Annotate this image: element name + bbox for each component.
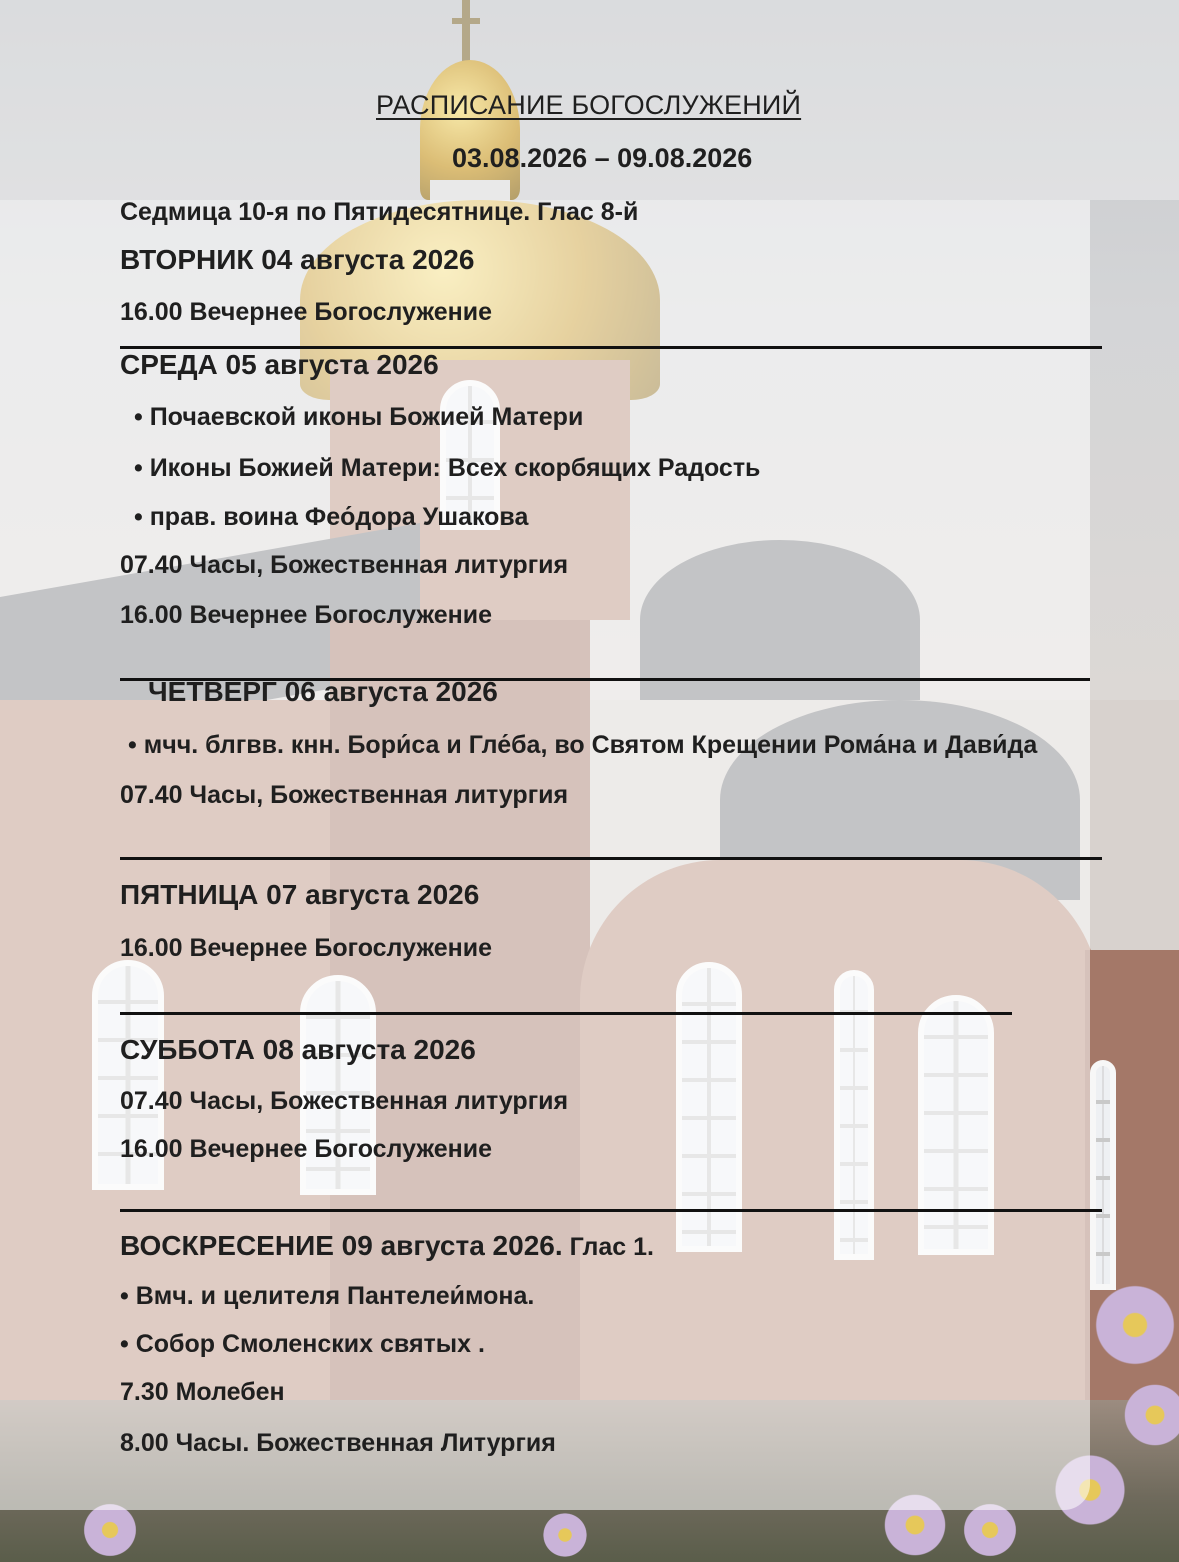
day-heading-sunday-date: ВОСКРЕСЕНИЕ 09 августа 2026. (120, 1230, 563, 1261)
day-heading-thursday: ЧЕТВЕРГ 06 августа 2026 (148, 676, 498, 707)
service-item: 07.40 Часы, Божественная литургия (120, 551, 569, 579)
service-item: 16.00 Вечернее Богослужение (120, 934, 492, 962)
feast-item: • прав. воина Фео́дора Ушакова (134, 503, 529, 531)
divider-line (120, 1209, 1102, 1212)
service-item: 8.00 Часы. Божественная Литургия (120, 1429, 556, 1457)
week-note: Седмица 10-я по Пятидесятнице. Глас 8-й (120, 198, 639, 226)
divider-line (120, 1012, 1012, 1015)
feast-item: • Вмч. и целителя Пантелеи́мона. (120, 1282, 535, 1310)
service-item: 16.00 Вечернее Богослужение (120, 601, 492, 629)
feast-item: • Собор Смоленских святых . (120, 1330, 485, 1358)
divider-line (120, 857, 1102, 860)
service-item: 16.00 Вечернее Богослужение (120, 298, 492, 326)
service-item: 7.30 Молебен (120, 1378, 285, 1406)
day-heading-wednesday: СРЕДА 05 августа 2026 (120, 349, 439, 380)
page-title: РАСПИСАНИЕ БОГОСЛУЖЕНИЙ (376, 90, 802, 120)
service-item: 07.40 Часы, Божественная литургия (120, 1087, 569, 1115)
day-heading-tuesday: ВТОРНИК 04 августа 2026 (120, 244, 475, 275)
service-item: 16.00 Вечернее Богослужение (120, 1135, 492, 1163)
tone-note: Глас 1. (562, 1233, 654, 1261)
feast-item: • Иконы Божией Матери: Всех скорбящих Радость (134, 454, 761, 482)
feast-item: • Почаевской иконы Божией Матери (134, 403, 584, 431)
feast-item: • мчч. блгвв. кнн. Бори́са и Гле́ба, во Святом Крещении Рома́на и Дави́да (128, 731, 1038, 759)
service-item: 07.40 Часы, Божественная литургия (120, 781, 569, 809)
day-heading-friday: ПЯТНИЦА 07 августа 2026 (120, 879, 480, 910)
date-range: 03.08.2026 – 09.08.2026 (452, 143, 753, 173)
day-heading-saturday: СУББОТА 08 августа 2026 (120, 1034, 476, 1065)
day-heading-sunday (120, 1231, 654, 1262)
